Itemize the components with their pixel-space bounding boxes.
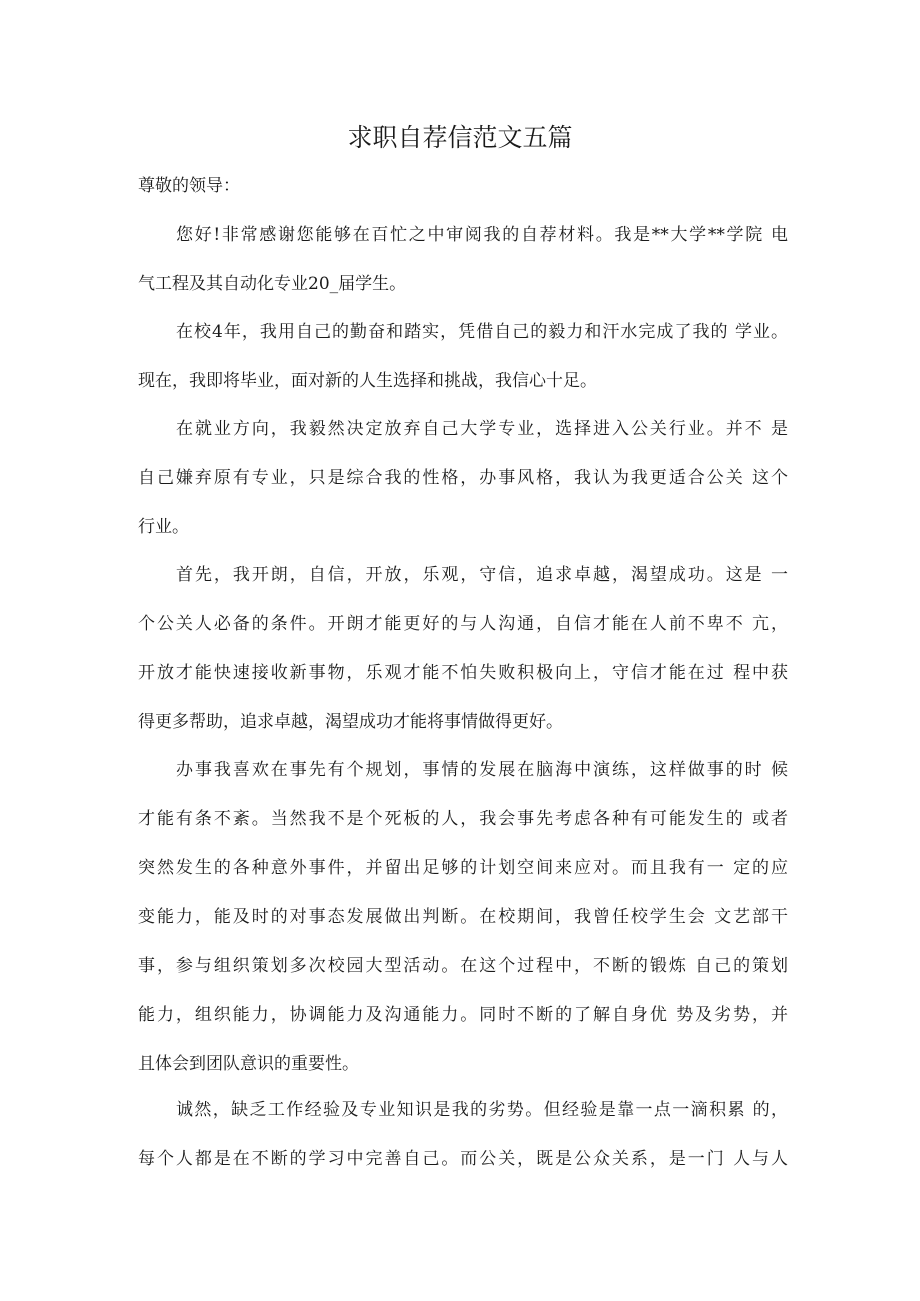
paragraph-line: 才能有条不紊。当然我不是个死板的人，我会事先考虑各种有可能发生的 或者 [138,809,788,829]
paragraph-line: 突然发生的各种意外事件，并留出足够的计划空间来应对。而且我有一 定的应 [138,858,788,878]
paragraph-6 [138,1098,788,1196]
paragraph-line: 个公关人必备的条件。开朗才能更好的与人沟通，自信才能在人前不卑不 亢， [138,614,788,634]
paragraph-line: 现在，我即将毕业，面对新的人生选择和挑战，我信心十足。 [138,371,597,391]
paragraph-line: 您好!非常感谢您能够在百忙之中审阅我的自荐材料。我是**大学**学院 电 [176,225,788,245]
document-title: 求职自荐信范文五篇 [347,123,573,152]
paragraph-line: 事，参与组织策划多次校园大型活动。在这个过程中，不断的锻炼 自己的策划 [138,956,788,976]
paragraph-line: 得更多帮助，追求卓越，渴望成功才能将事情做得更好。 [138,712,563,732]
paragraph-line: 能力，组织能力，协调能力及沟通能力。同时不断的了解自身优 势及劣势，并 [138,1005,788,1025]
paragraph-line: 办事我喜欢在事先有个规划，事情的发展在脑海中演练，这样做事的时 候 [176,760,788,780]
paragraph-line: 诚然，缺乏工作经验及专业知识是我的劣势。但经验是靠一点一滴积累 的， [176,1100,788,1120]
paragraph-line: 气工程及其自动化专业20_届学生。 [138,274,407,294]
paragraph-line: 每个人都是在不断的学习中完善自己。而公关，既是公众关系，是一门 人与人 [138,1149,788,1169]
paragraph-5 [138,758,788,1101]
paragraph-line: 首先，我开朗，自信，开放，乐观，守信，追求卓越，渴望成功。这是 一 [176,565,788,585]
paragraph-2 [138,320,788,418]
paragraph-line: 且体会到团队意识的重要性。 [138,1054,359,1074]
paragraph-4 [138,563,788,759]
paragraph-3 [138,417,788,564]
paragraph-line: 在校4年，我用自己的勤奋和踏实，凭借自己的毅力和汗水完成了我的 学业。 [176,322,788,342]
paragraph-line: 开放才能快速接收新事物，乐观才能不怕失败积极向上，守信才能在过 程中获 [138,663,788,683]
paragraph-line: 变能力，能及时的对事态发展做出判断。在校期间，我曾任校学生会 文艺部干 [138,907,788,927]
salutation: 尊敬的领导： [138,176,240,196]
paragraph-line: 在就业方向，我毅然决定放弃自己大学专业，选择进入公关行业。并不 是 [176,419,788,439]
paragraph-line: 行业。 [138,517,189,537]
paragraph-1 [138,223,788,321]
paragraph-line: 自己嫌弃原有专业，只是综合我的性格，办事风格，我认为我更适合公关 这个 [138,468,788,488]
